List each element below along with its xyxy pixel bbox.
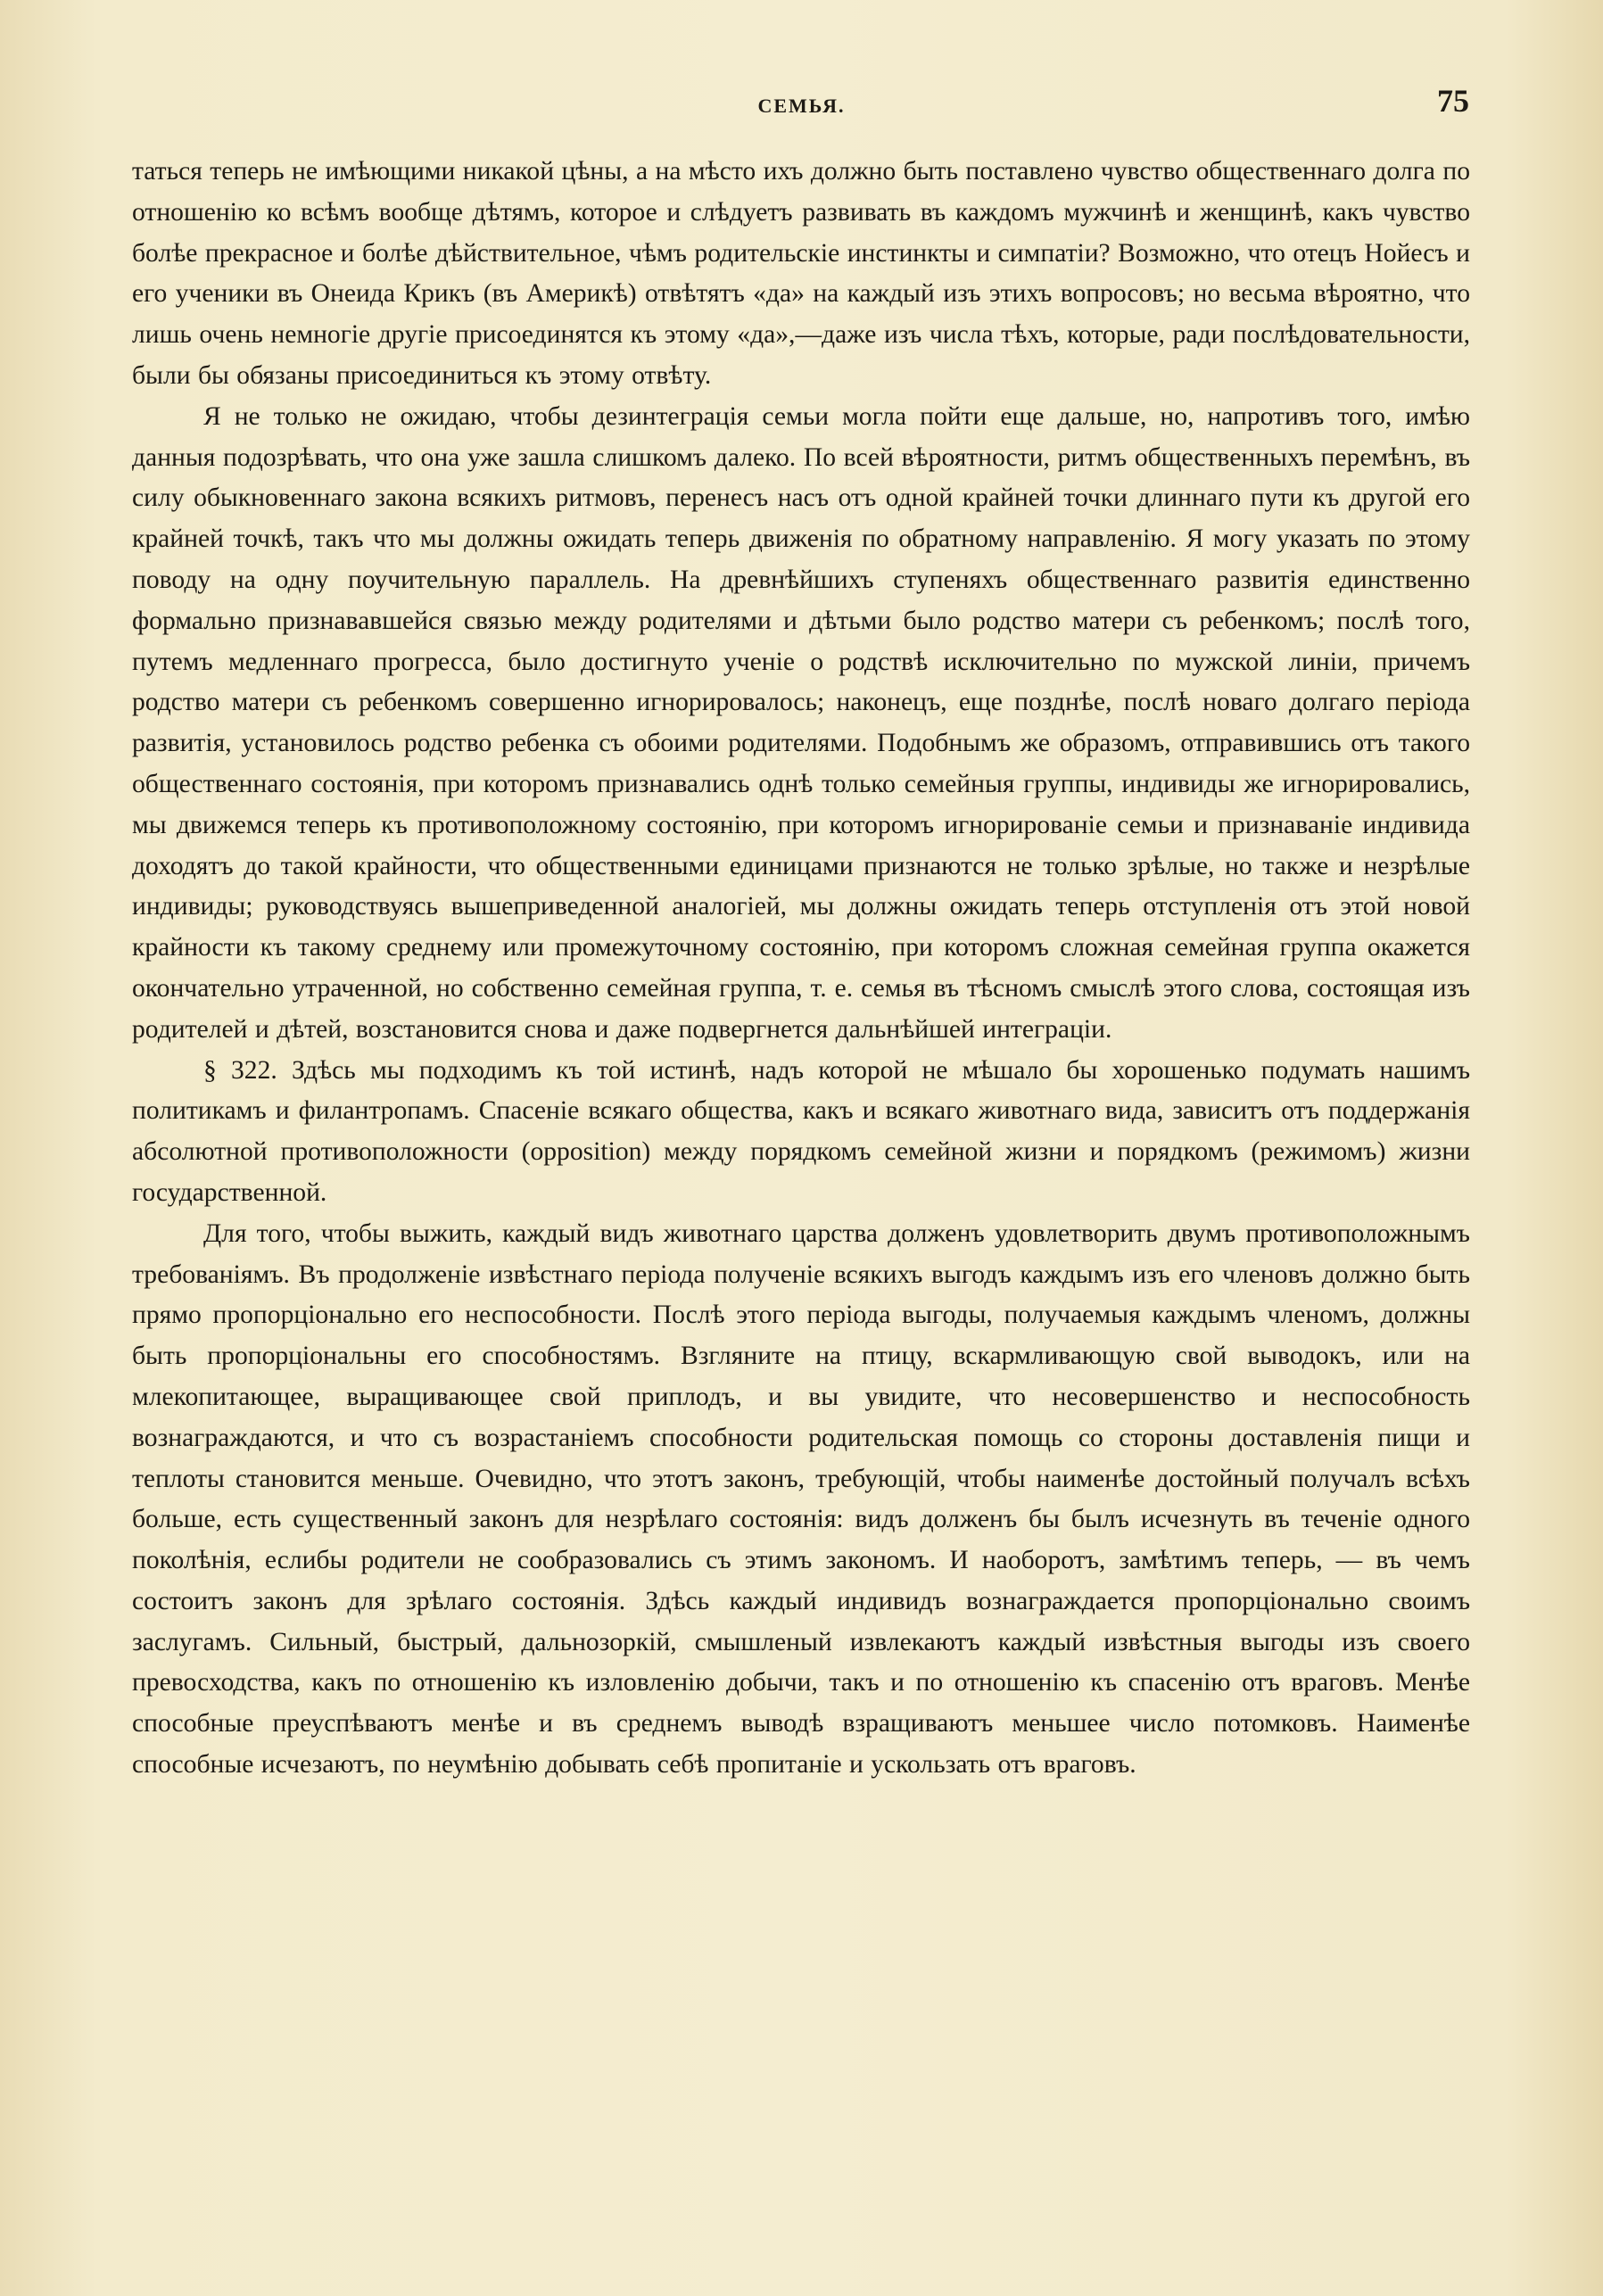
paragraph-continuation: таться теперь не имѣющими никакой цѣны, а на мѣсто ихъ должно быть поставлено чувство общественнаго долга по отношенію ко всѣмъ вообще дѣтямъ, которое и слѣдуетъ развивать въ каждомъ мужчинѣ и женщинѣ, какъ чувство болѣе прекрасное и болѣе дѣйствительное, чѣмъ родительскіе инстинкты и симпатіи? Возможно, что отецъ Нойесъ и его ученики въ Онеида Крикъ (въ Америкѣ) отвѣтятъ «да» на каждый изъ этихъ вопросовъ; но весьма вѣроятно, что лишь очень немногіе другіе присоединятся къ этому «да»,—даже изъ числа тѣхъ, которые, ради послѣдовательности, были бы обязаны присоединиться къ этому отвѣту. <box>132 157 1470 390</box>
paragraph-survival: Для того, чтобы выжить, каждый видъ животнаго царства долженъ удовлетворить двумъ противоположнымъ требованіямъ. Въ продолженіе извѣстнаго періода полученіе всякихъ выгодъ каждымъ изъ его членовъ должно быть прямо пропорціонально его неспособности. Послѣ этого періода выгоды, получаемыя каждымъ членомъ, должны быть пропорціональны его способностямъ. Взгляните на птицу, вскармливающую свой выводокъ, или на млекопитающее, выращивающее свой приплодъ, и вы увидите, что несовершенство и неспособность вознаграждаются, и что съ возрастаніемъ способности родительская помощь со стороны доставленія пищи и теплоты становится меньше. Очевидно, что этотъ законъ, требующій, чтобы наименѣе достойный получалъ всѣхъ больше, есть существенный законъ для незрѣлаго состоянія: видъ долженъ бы былъ исчезнуть въ теченіе одного поколѣнія, еслибы родители не сообразовались съ этимъ закономъ. И наоборотъ, замѣтимъ теперь, — въ чемъ состоитъ законъ для зрѣлаго состоянія. Здѣсь каждый индивидъ вознаграждается пропорціонально своимъ заслугамъ. Сильный, быстрый, дальнозоркій, смышленый извлекаютъ каждый извѣстныя выгоды изъ своего превосходства, какъ по отношенію къ изловленію добычи, такъ и по отношенію къ спасенію отъ враговъ. Менѣе способные преуспѣваютъ менѣе и въ среднемъ выводѣ взращиваютъ меньшее число потомковъ. Наименѣе способные исчезаютъ, по неумѣнію добывать себѣ пропитаніе и ускользать отъ враговъ. <box>132 1218 1470 1780</box>
paragraph-disintegration: Я не только не ожидаю, чтобы дезинтеграція семьи могла пойти еще дальше, но, напротивъ того, имѣю данныя подозрѣвать, что она уже зашла слишкомъ далеко. По всей вѣроятности, ритмъ общественныхъ перемѣнъ, въ силу обыкновеннаго закона всякихъ ритмовъ, перенесъ насъ отъ одной крайней точки длиннаго пути къ другой его крайней точкѣ, такъ что мы должны ожидать теперь движенія по обратному направленію. Я могу указать по этому поводу на одну поучительную параллель. На древнѣйшихъ ступеняхъ общественнаго развитія единственно формально признававшейся связью между родителями и дѣтьми было родство матери съ ребенкомъ; послѣ того, путемъ медленнаго прогресса, было достигнуто ученіе о родствѣ исключительно по мужской линіи, причемъ родство матери съ ребенкомъ совершенно игнорировалось; наконецъ, еще позднѣе, послѣ новаго долгаго періода развитія, установилось родство ребенка съ обоими родителями. Подобнымъ же образомъ, отправившись отъ такого общественнаго состоянія, при которомъ признавались однѣ только семейныя группы, индивиды же игнорировались, мы движемся теперь къ противоположному состоянію, при которомъ игнорированіе семьи и признаваніе индивида доходятъ до такой крайности, что общественными единицами признаются не только зрѣлые, но также и незрѣлые индивиды; руководствуясь вышеприведенной аналогіей, мы должны ожидать теперь отступленія отъ этой новой крайности къ такому среднему или промежуточному состоянію, при которомъ сложная семейная группа окажется окончательно утраченной, но собственно семейная группа, т. е. семья въ тѣсномъ смыслѣ этого слова, состоящая изъ родителей и дѣтей, возстановится снова и даже подвергнется дальнѣйшей интеграціи. <box>132 401 1470 1044</box>
page-header <box>134 82 1469 118</box>
body-text <box>132 152 1470 1786</box>
running-title: СЕМЬЯ. <box>757 95 846 117</box>
paragraph-section-322: § 322. Здѣсь мы подходимъ къ той истинѣ, надъ которой не мѣшало бы хорошенько подумать нашимъ политикамъ и филантропамъ. Спасеніе всякаго общества, какъ и всякаго животнаго вида, зависитъ отъ поддержанія абсолютной противоположности (opposition) между порядкомъ семейной жизни и порядкомъ (режимомъ) жизни государственной. <box>132 1055 1470 1207</box>
page-number: 75 <box>1437 83 1469 119</box>
